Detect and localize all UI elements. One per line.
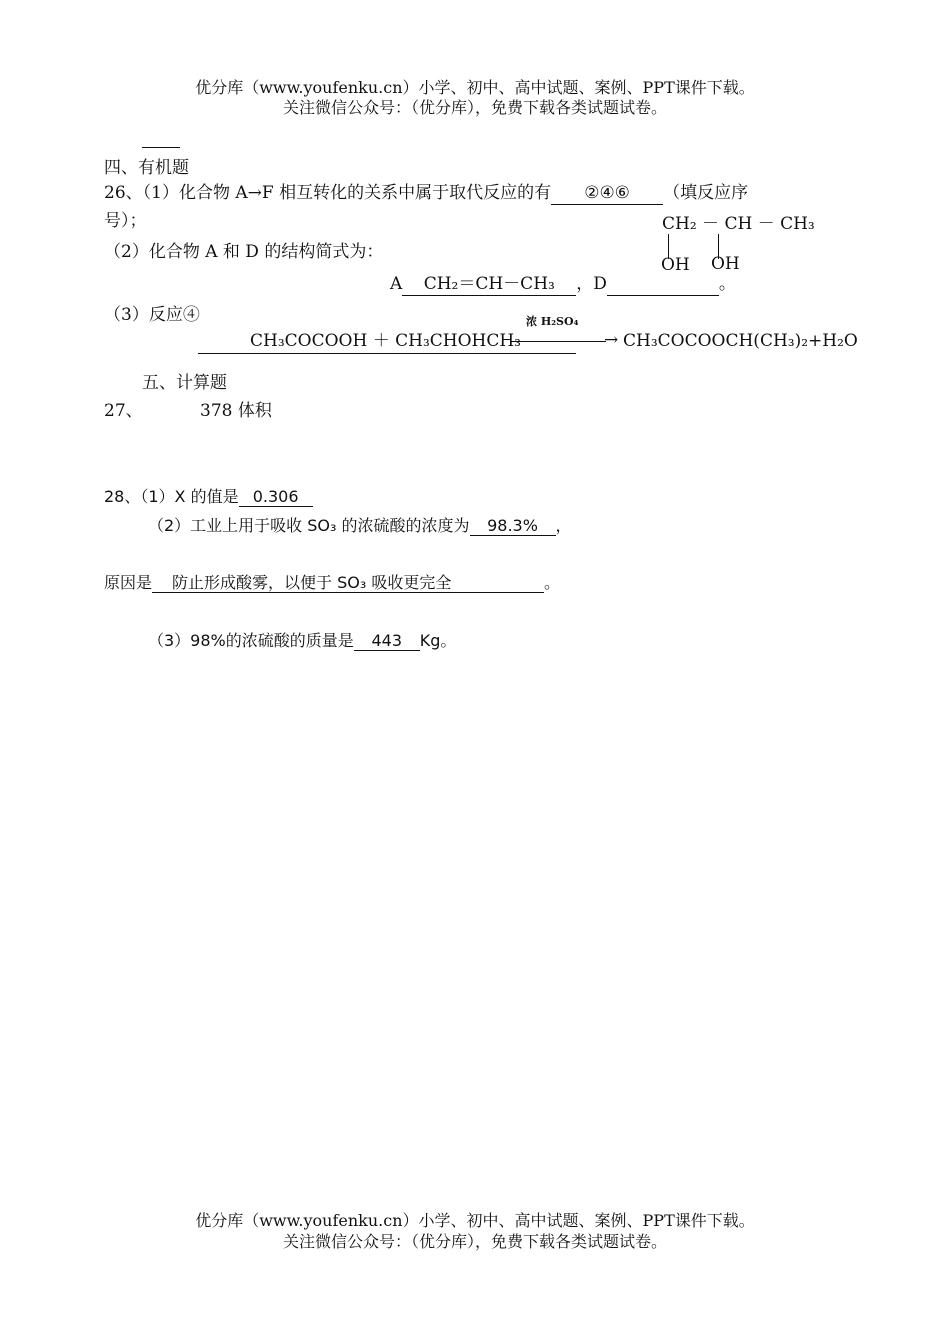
section-4-title: 四、有机题 xyxy=(104,158,189,178)
reaction-arrow-shaft xyxy=(510,341,606,342)
q28-part1-answer: 0.306 xyxy=(239,488,313,507)
header-line-2: 关注微信公众号：（优分库），免费下载各类试题试卷。 xyxy=(282,98,667,117)
structure-d-oh-1: OH xyxy=(661,255,690,275)
q28-part2 xyxy=(148,517,572,536)
q28-reason-answer: 防止形成酸雾，以便于 SO₃ 吸收更完全 xyxy=(152,574,544,593)
catalyst-label: 浓 H₂SO₄ xyxy=(526,315,579,328)
q26-structures-answer xyxy=(390,275,736,296)
q28-part1 xyxy=(104,488,313,507)
q28-part2-answer: 98.3% xyxy=(470,517,556,536)
reaction-arrow-head: → xyxy=(604,330,619,350)
q28-part3-answer: 443 xyxy=(354,632,420,651)
q28-reason-suffix: 。 xyxy=(544,573,561,592)
structure-d-chain: CH₂ － CH － CH₃ xyxy=(662,214,815,234)
q26-part2: （2）化合物 A 和 D 的结构简式为： xyxy=(104,242,384,262)
reactants: CH₃COCOOH ＋ CH₃CHOHCH₃ xyxy=(250,331,521,351)
section-5-title: 五、计算题 xyxy=(142,373,227,393)
q26-part1 xyxy=(104,184,748,205)
q26-part1-continued: 号）； xyxy=(104,211,147,231)
q26-part1-suffix: （填反应序 xyxy=(663,183,749,203)
q26-part1-answer: ②④⑥ xyxy=(551,184,663,205)
structure-d-oh-2: OH xyxy=(711,254,740,274)
q27-answer: 378 体积 xyxy=(200,401,272,421)
header-line-1: 优分库（www.youfenku.cn）小学、初中、高中试题、案例、PPT课件下载。 xyxy=(195,78,755,97)
answer-d-blank xyxy=(607,275,719,296)
footer-line-2: 关注微信公众号：（优分库），免费下载各类试题试卷。 xyxy=(282,1232,667,1251)
reaction-underline xyxy=(198,353,576,354)
label-a: A xyxy=(390,274,403,294)
footer-line-1: 优分库（www.youfenku.cn）小学、初中、高中试题、案例、PPT课件下载。 xyxy=(195,1211,755,1230)
label-d: ，D xyxy=(576,274,607,294)
q28-reason xyxy=(104,574,560,593)
q28-part2-prefix: （2）工业上用于吸收 SO₃ 的浓硫酸的浓度为 xyxy=(148,516,470,535)
q28-part3-suffix: Kg。 xyxy=(419,631,457,650)
answer-d-end: 。 xyxy=(718,274,736,294)
q28-part3 xyxy=(148,632,456,651)
q28-part1-prefix: （1）X 的值是 xyxy=(140,487,239,506)
answer-blank-rule xyxy=(142,147,180,148)
answer-a: CH₂＝CH－CH₃ xyxy=(402,275,576,296)
q28-part2-suffix: ， xyxy=(555,516,572,535)
reaction-equation xyxy=(250,333,521,350)
q27-label: 27、 xyxy=(104,401,143,421)
q26-part3-label: （3）反应④ xyxy=(104,305,200,325)
q28-label: 28、 xyxy=(104,487,141,506)
q26-part1-prefix: 26、（1）化合物 A→F 相互转化的关系中属于取代反应的有 xyxy=(104,183,552,203)
q28-part3-prefix: （3）98%的浓硫酸的质量是 xyxy=(148,631,354,650)
q28-reason-prefix: 原因是 xyxy=(104,573,153,592)
products: CH₃COCOOCH(CH₃)₂+H₂O xyxy=(623,331,858,351)
